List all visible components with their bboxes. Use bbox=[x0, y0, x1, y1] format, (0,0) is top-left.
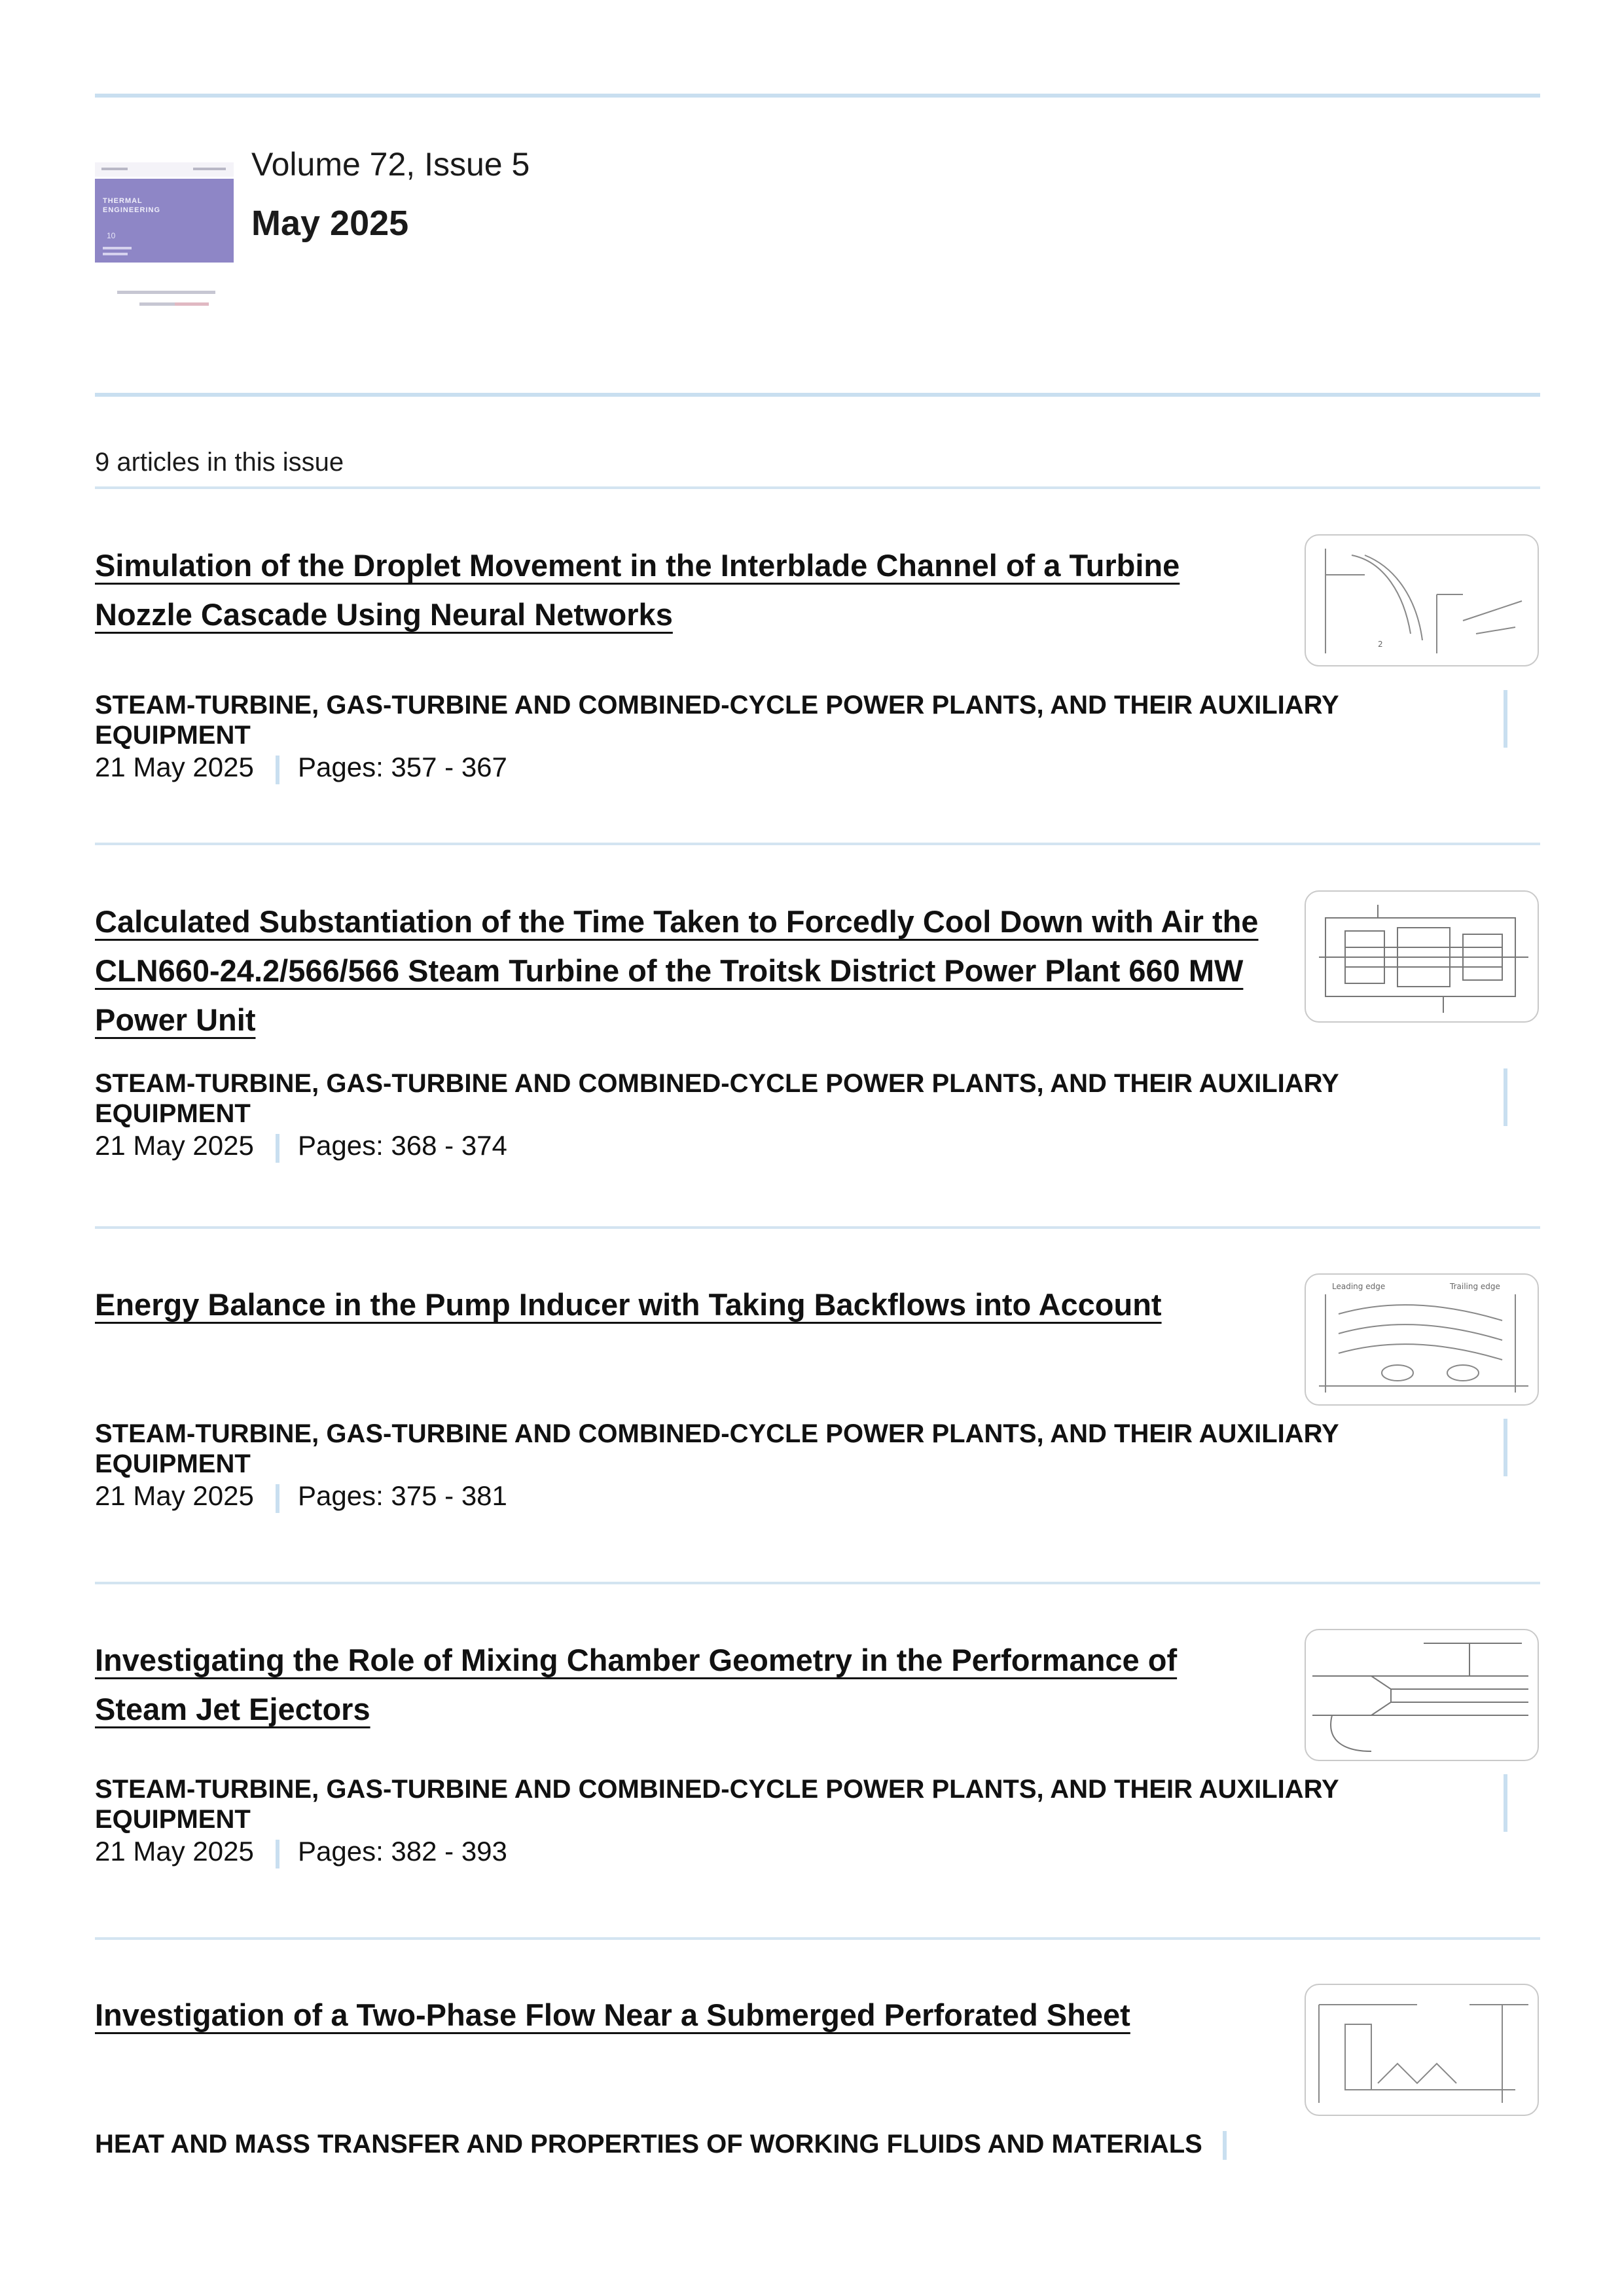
article-figure-thumbnail[interactable] bbox=[1305, 534, 1539, 666]
issue-date: May 2025 bbox=[251, 204, 409, 243]
section-separator bbox=[1504, 1068, 1507, 1126]
article-published-date: 21 May 2025 bbox=[95, 1480, 254, 1511]
article-title-link[interactable]: Energy Balance in the Pump Inducer with Taking Backflows into Account bbox=[95, 1287, 1162, 1322]
article-title-link[interactable]: Investigating the Role of Mixing Chamber Geometry in the Performance of Steam Jet Ejectors bbox=[95, 1643, 1178, 1726]
article-section bbox=[95, 1774, 1483, 1834]
article-section bbox=[95, 690, 1483, 750]
article-count: 9 articles in this issue bbox=[95, 448, 344, 477]
article-figure-thumbnail[interactable] bbox=[1305, 1629, 1539, 1761]
article-section bbox=[95, 2129, 1483, 2160]
article-divider bbox=[95, 1937, 1540, 1940]
article-published-date: 21 May 2025 bbox=[95, 1130, 254, 1161]
article-figure-thumbnail[interactable] bbox=[1305, 1273, 1539, 1406]
article-section bbox=[95, 1419, 1483, 1479]
header-divider bbox=[95, 393, 1540, 397]
section-separator bbox=[1504, 1419, 1507, 1476]
article-section-label: STEAM-TURBINE, GAS-TURBINE AND COMBINED-CYCLE POWER PLANTS, AND THEIR AUXILIARY EQUIPMENT bbox=[95, 1775, 1339, 1834]
article-figure-thumbnail[interactable] bbox=[1305, 1984, 1539, 2116]
article-pages: Pages: 382 - 393 bbox=[298, 1836, 507, 1867]
section-separator bbox=[1504, 690, 1507, 748]
svg-text:Trailing edge: Trailing edge bbox=[1450, 1282, 1500, 1291]
meta-separator bbox=[276, 1134, 279, 1163]
article-section-label: STEAM-TURBINE, GAS-TURBINE AND COMBINED-CYCLE POWER PLANTS, AND THEIR AUXILIARY EQUIPMENT bbox=[95, 691, 1339, 750]
article-pages: Pages: 375 - 381 bbox=[298, 1480, 507, 1511]
journal-cover-icon[interactable]: THERMAL ENGINEERING 10 bbox=[95, 162, 234, 319]
article-divider bbox=[95, 1582, 1540, 1584]
article-section-label: STEAM-TURBINE, GAS-TURBINE AND COMBINED-CYCLE POWER PLANTS, AND THEIR AUXILIARY EQUIPMENT bbox=[95, 1069, 1339, 1128]
top-divider bbox=[95, 94, 1540, 98]
article-section bbox=[95, 1068, 1483, 1129]
article-published-date: 21 May 2025 bbox=[95, 1836, 254, 1867]
article-pages: Pages: 368 - 374 bbox=[298, 1130, 507, 1161]
article-section-label: HEAT AND MASS TRANSFER AND PROPERTIES OF WORKING FLUIDS AND MATERIALS bbox=[95, 2130, 1202, 2159]
article-figure-thumbnail[interactable] bbox=[1305, 890, 1539, 1023]
article-divider bbox=[95, 843, 1540, 845]
meta-separator bbox=[276, 756, 279, 784]
article-published-date: 21 May 2025 bbox=[95, 752, 254, 782]
article-section-label: STEAM-TURBINE, GAS-TURBINE AND COMBINED-CYCLE POWER PLANTS, AND THEIR AUXILIARY EQUIPMENT bbox=[95, 1419, 1339, 1478]
meta-separator bbox=[276, 1484, 279, 1513]
article-pages: Pages: 357 - 367 bbox=[298, 752, 507, 782]
meta-separator bbox=[276, 1840, 279, 1868]
issue-page bbox=[95, 0, 1540, 2296]
list-divider bbox=[95, 486, 1540, 489]
article-title-link[interactable]: Simulation of the Droplet Movement in the Interblade Channel of a Turbine Nozzle Cascade Using Neural Networks bbox=[95, 548, 1180, 632]
article-title-link[interactable]: Investigation of a Two-Phase Flow Near a Submerged Perforated Sheet bbox=[95, 1997, 1130, 2032]
issue-volume: Volume 72, Issue 5 bbox=[251, 146, 530, 183]
article-divider bbox=[95, 1226, 1540, 1229]
section-separator bbox=[1504, 1774, 1507, 1832]
article-title-link[interactable]: Calculated Substantiation of the Time Taken to Forcedly Cool Down with Air the CLN660-24.2/566/566 Steam Turbine of the Troitsk District Power Plant 660 MW Power Unit bbox=[95, 904, 1259, 1037]
section-separator bbox=[1223, 2131, 1227, 2160]
svg-text:Leading edge: Leading edge bbox=[1332, 1282, 1386, 1291]
svg-text:2: 2 bbox=[1378, 640, 1383, 649]
